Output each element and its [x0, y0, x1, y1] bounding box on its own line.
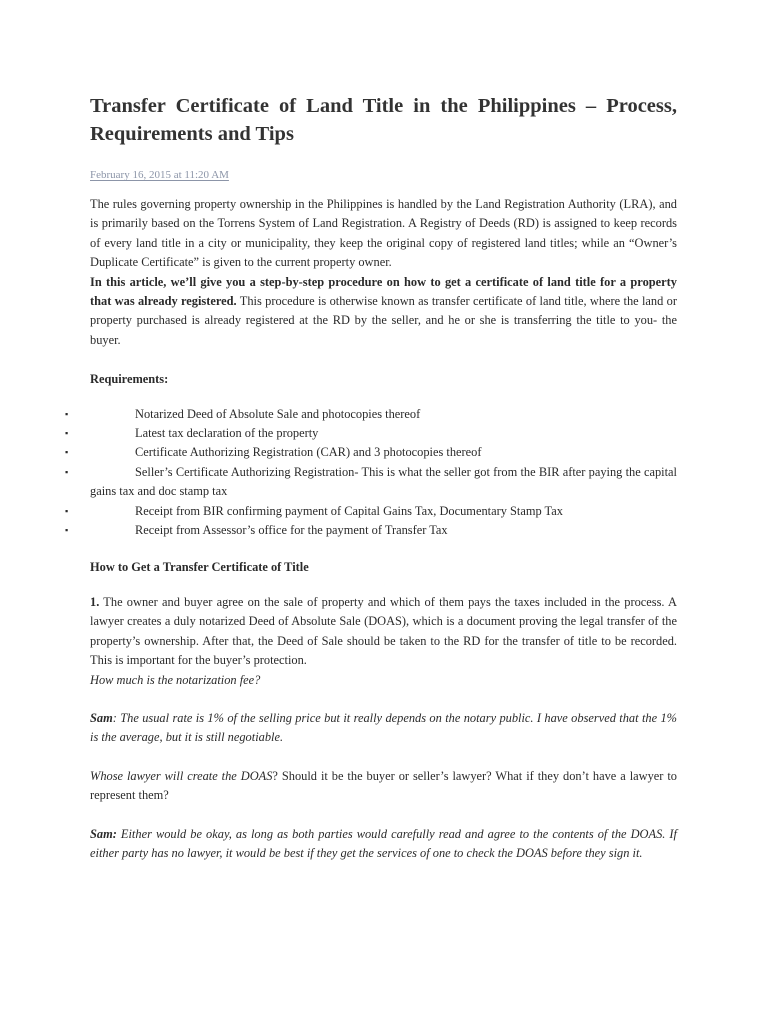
bullet-icon: ▪: [65, 466, 69, 477]
bullet-icon: ▪: [65, 525, 69, 536]
list-item-text: Notarized Deed of Absolute Sale and photocopies thereof: [135, 406, 421, 421]
question-2-text: ? Should it be the buyer or seller’s lawyer? What if they don’t have a lawyer to represent them?: [90, 768, 677, 803]
bullet-icon: ▪: [65, 447, 69, 458]
intro-paragraph: The rules governing property ownership in the Philippines is handled by the Land Registration Authority (LRA), and is primarily based on the Torrens System of Land Registration. A Registry of Deeds (RD) is assigned to keep records of every land title in a city or municipality, they keep the original copy of registered land titles; while an “Owner’s Duplicate Certificate” is given to the current property owner.: [90, 197, 677, 270]
step-number: 1.: [90, 594, 100, 609]
list-item: [65, 502, 677, 521]
list-item: [65, 521, 677, 540]
list-item-text: Certificate Authorizing Registration (CAR) and 3 photocopies thereof: [135, 445, 482, 460]
answer-1-paragraph: [90, 709, 677, 748]
list-item: [65, 424, 677, 443]
list-item: [65, 443, 677, 462]
answer-2-text: Either would be okay, as long as both parties would carefully read and agree to the contents of the DOAS. If either party has no lawyer, it would be best if they get the services of one to check the DOAS before they sign it.: [90, 826, 677, 860]
bullet-icon: ▪: [65, 428, 69, 439]
requirements-heading: Requirements:: [90, 372, 169, 387]
lead-rest-text: This procedure is otherwise known as transfer certificate of land title, where the land or property purchased is already registered at the RD by the seller, and he or she is transferring the title to you- the buyer.: [90, 294, 677, 347]
article: [65, 92, 677, 863]
lead-paragraph: [90, 273, 677, 351]
article-date-link[interactable]: February 16, 2015 at 11:20 AM: [90, 169, 229, 181]
question-2-paragraph: [90, 767, 677, 806]
step-1-paragraph: [90, 593, 677, 671]
list-item: [65, 463, 677, 502]
how-to-heading: How to Get a Transfer Certificate of Title: [90, 559, 309, 574]
bullet-icon: ▪: [65, 505, 69, 516]
bullet-icon: ▪: [65, 408, 69, 419]
list-item-text: Receipt from Assessor’s office for the payment of Transfer Tax: [135, 523, 448, 538]
list-item: [65, 405, 677, 424]
list-item-text: Receipt from BIR confirming payment of Capital Gains Tax, Documentary Stamp Tax: [135, 503, 563, 518]
question-notarization-fee: How much is the notarization fee?: [90, 672, 261, 687]
list-item-text: Seller’s Certificate Authorizing Registration- This is what the seller got from the BIR after paying the capital gains tax and doc stamp tax: [90, 464, 677, 499]
article-title: Transfer Certificate of Land Title in the Philippines – Process, Requirements and Tips: [90, 95, 677, 145]
question-2-italic: Whose lawyer will create the DOAS: [90, 768, 273, 783]
step-1-text: The owner and buyer agree on the sale of property and which of them pays the taxes included in the process. A lawyer creates a duly notarized Deed of Absolute Sale (DOAS), which is a document proving the legal transfer of the property’s ownership. After that, the Deed of Sale should be taken to the RD for the transfer of title to be recorded. This is important for the buyer’s protection.: [90, 594, 677, 668]
answer-author: Sam: [90, 710, 113, 725]
lead-bold-text: In this article, we’ll give you a step-by-step procedure on how to get a certificate of land title for a property that was already registered.: [90, 274, 677, 309]
answer-1-text: : The usual rate is 1% of the selling price but it really depends on the notary public. I have observed that the 1% is the average, but it is still negotiable.: [90, 710, 677, 745]
requirements-list: [65, 405, 677, 541]
answer-author: Sam:: [90, 826, 117, 841]
answer-2-paragraph: [90, 825, 677, 864]
list-item-text: Latest tax declaration of the property: [135, 426, 319, 441]
